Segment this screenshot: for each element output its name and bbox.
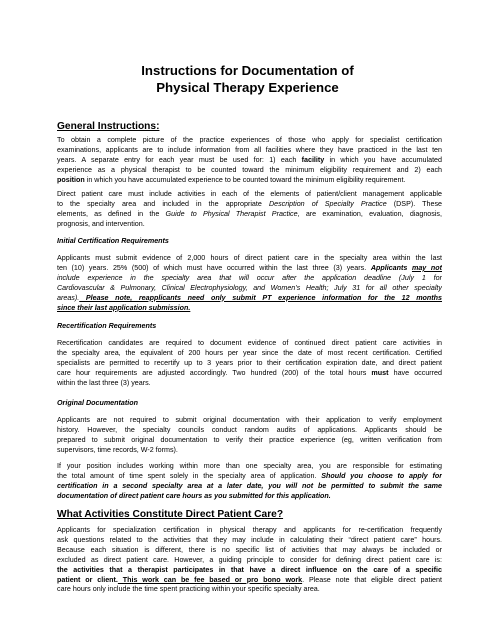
- text-span: the total amount of time spent solely in the specialty area of application.: [57, 471, 322, 480]
- text-line: [57, 369, 442, 379]
- text-line: care hours only include the time spent practicing within your specific specialty area.: [57, 585, 320, 594]
- text-line: include experience in the specialty area that will occur after the application deadline (July 1 for: [57, 273, 442, 282]
- text-line: the specialty area, the equivalent of 200 hours per year since the date of most recent certification. Certified: [57, 348, 442, 357]
- may-not-emphasis: may not: [411, 263, 442, 272]
- fee-based-note: This work can be fee based or pro bono work: [117, 575, 303, 584]
- text-line: supervisors, time records, W-2 forms).: [57, 445, 178, 454]
- recertification-paragraph: [57, 339, 442, 389]
- original-documentation-paragraph-1: [57, 416, 442, 456]
- text-line: [57, 294, 442, 304]
- text-line: Applicants are not required to submit original documentation with their application to verify employment: [57, 416, 442, 424]
- facility-emphasis: facility: [301, 155, 325, 164]
- text-span: Applicants: [370, 263, 412, 272]
- page-title: [0, 62, 495, 96]
- text-line: excluded as direct patient care. However, a guiding principle to consider for defining direct patient care is:: [57, 555, 442, 564]
- text-span: (DSP). These: [386, 199, 442, 208]
- text-line: [57, 176, 442, 186]
- text-span: ten (10) years. 25% (500) of which must have occurred within the last three (3) years.: [57, 263, 371, 272]
- text-line: specialists are permitted to recertify up to 3 years prior to their certification expiration date, and direct patient: [57, 358, 442, 367]
- direct-patient-care-heading: What Activities Constitute Direct Patient Care?: [57, 509, 284, 520]
- direct-patient-care-paragraph: [57, 526, 442, 595]
- text-line: examinations, applicants are to include information from all facilities where they have practiced in the last ten: [57, 145, 442, 154]
- guide-title: Guide to Physical Therapist Practice: [165, 209, 298, 218]
- text-span: areas).: [57, 293, 80, 302]
- original-documentation-paragraph-2: [57, 462, 442, 502]
- general-paragraph-2: [57, 190, 442, 230]
- text-line: since their last application submission.: [57, 303, 191, 312]
- text-span: . Please note that eligible direct patient: [302, 575, 442, 584]
- text-line: If your position includes working within more than one specialty area, you are responsible for estimating: [57, 462, 442, 470]
- text-line: [57, 576, 442, 586]
- text-span: patient or client.: [57, 575, 118, 584]
- must-emphasis: must: [371, 368, 389, 377]
- text-line: certification in a second specialty area at a later date, you will not be permitted to submit the same: [57, 481, 442, 490]
- text-line: [57, 210, 442, 220]
- text-line: [57, 156, 442, 166]
- title-line-2: Physical Therapy Experience: [156, 80, 339, 95]
- initial-certification-heading: Initial Certification Requirements: [57, 237, 169, 245]
- text-span: years. A separate entry for each year must be used for: 1) each: [57, 155, 302, 164]
- general-instructions-heading: General Instructions:: [57, 121, 160, 132]
- text-span: to the specialty area and included in the appropriate: [57, 199, 269, 208]
- text-line: To obtain a complete picture of the practice experiences of those who apply for specialist certification: [57, 136, 442, 144]
- text-line: [57, 200, 442, 210]
- dsp-title: Description of Specialty Practice: [268, 199, 387, 208]
- position-emphasis: position: [57, 175, 85, 184]
- text-line: documentation of direct patient care hours as you submitted for this application.: [57, 491, 331, 500]
- text-line: [57, 264, 442, 274]
- text-span: care hour requirements are adjusted accordingly. Two hundred (200) of the total hours: [57, 368, 372, 377]
- text-line: prognosis, and intervention.: [57, 219, 145, 228]
- title-line-1: Instructions for Documentation of: [141, 63, 354, 78]
- reapplicant-note: Please note, reapplicants need only submit PT experience information for the 12 months: [79, 293, 442, 302]
- text-line: within the last three (3) years.: [57, 378, 151, 387]
- text-line: [57, 472, 442, 482]
- text-span: Should you choose to apply for: [321, 471, 442, 480]
- text-line: Cardiovascular & Pulmonary, Clinical Electrophysiology, and Women’s Health; July 31 for all other specialty: [57, 283, 442, 292]
- text-line: prepared to submit original documentation to verify their practice experience (eg, written verification from: [57, 435, 442, 444]
- recertification-heading: Recertification Requirements: [57, 322, 157, 330]
- text-span: elements, as defined in the: [57, 209, 166, 218]
- text-line: the activities that a therapist participates in that have a direct influence on the care of a specific: [57, 565, 442, 574]
- text-line: history. However, the specialty councils conduct random audits of applications. Applicants should be: [57, 425, 442, 434]
- text-line: Because each situation is different, there is no specific list of activities that may always be included or: [57, 545, 442, 554]
- general-paragraph-1: [57, 136, 442, 186]
- text-line: Applicants for specialization certification in physical therapy and applicants for re-certification frequently: [57, 526, 442, 534]
- text-line: Recertification candidates are required to document evidence of continued direct patient care activities in: [57, 339, 442, 347]
- text-span: in which you have accumulated: [324, 155, 442, 164]
- text-line: Direct patient care must include activities in each of the elements of patient/client management applicable: [57, 190, 442, 198]
- text-span: , are examination, evaluation, diagnosis,: [297, 209, 442, 218]
- initial-certification-paragraph: [57, 254, 442, 313]
- text-line: experience as a physical therapist to be counted toward the minimum eligibility requirement and 2) each: [57, 165, 442, 174]
- original-documentation-heading: Original Documentation: [57, 399, 138, 407]
- text-line: ask questions related to the activities that they may include in calculating their “direct patient care” hours.: [57, 535, 442, 544]
- text-span: have occurred: [388, 368, 442, 377]
- text-line: Applicants must submit evidence of 2,000 hours of direct patient care in the specialty area within the last: [57, 254, 442, 262]
- text-span: in which you have accumulated experience to be counted toward the minimum eligibility requirement.: [84, 175, 406, 184]
